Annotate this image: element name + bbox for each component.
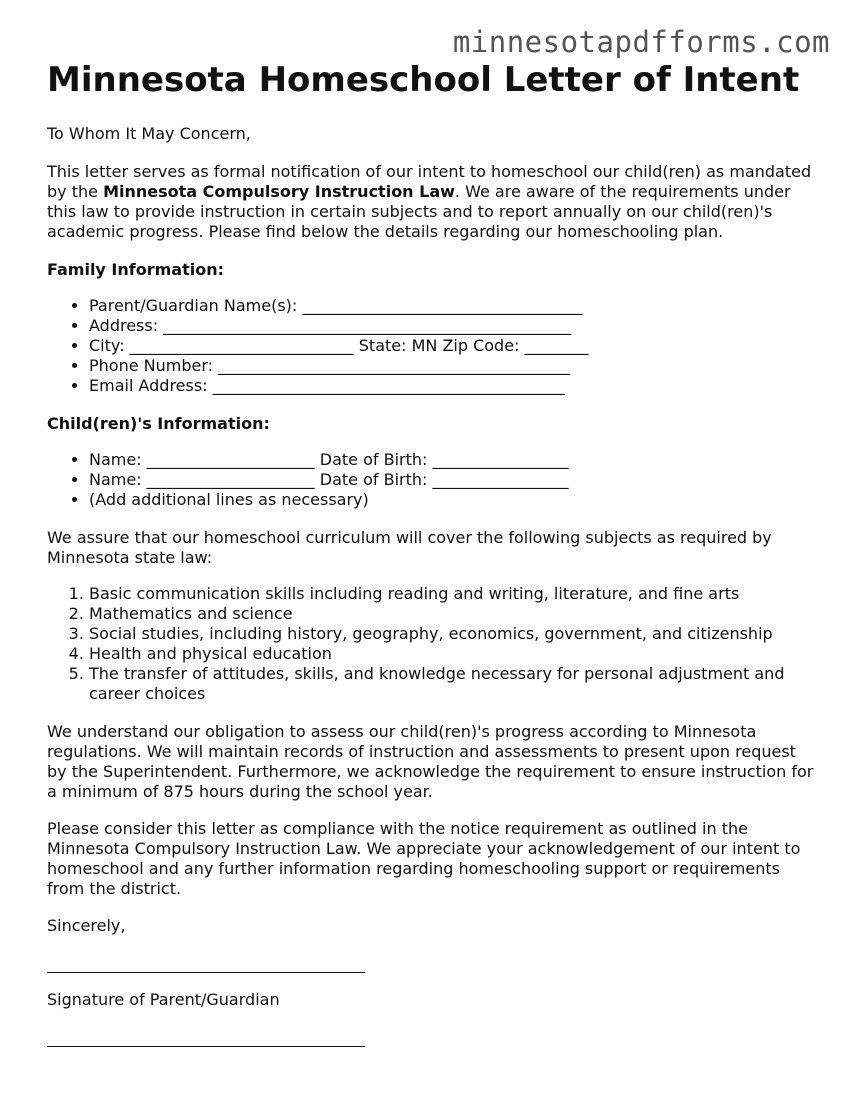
list-item: • Name: _____________________ Date of Birth: _________________ <box>89 470 817 490</box>
list-item: • Email Address: ____________________________________________ <box>89 376 817 396</box>
list-item: 4. Health and physical education <box>89 644 817 664</box>
family-info-list <box>47 296 817 396</box>
watermark: minnesotapdfforms.com <box>452 25 830 59</box>
list-item: 3. Social studies, including history, geography, economics, government, and citizenship <box>89 624 817 644</box>
compliance-paragraph: Please consider this letter as compliance with the notice requirement as outlined in the Minnesota Compulsory Instruction Law. We appreciate your acknowledgement of our intent to homeschool and any further information regarding homeschooling support or requirements from the district. <box>47 819 801 898</box>
list-item: • Address: ___________________________________________________ <box>89 316 817 336</box>
date-line <box>47 1030 365 1047</box>
list-item: 1. Basic communication skills including reading and writing, literature, and fine arts <box>89 584 817 604</box>
letter-page <box>47 60 817 1047</box>
salutation: To Whom It May Concern, <box>47 124 251 143</box>
subjects-intro: We assure that our homeschool curriculum will cover the following subjects as required by Minnesota state law: <box>47 528 772 567</box>
list-item: • City: ____________________________ State: MN Zip Code: ________ <box>89 336 817 356</box>
closing: Sincerely, <box>47 916 126 935</box>
list-item: • Phone Number: ____________________________________________ <box>89 356 817 376</box>
intro-text-before: This letter serves as formal notification of our intent to homeschool our child(ren) as mandated by the <box>47 162 812 201</box>
list-item: • Name: _____________________ Date of Birth: _________________ <box>89 450 817 470</box>
list-item: • Parent/Guardian Name(s): ___________________________________ <box>89 296 817 316</box>
intro-paragraph <box>47 162 817 242</box>
children-heading: Child(ren)'s Information: <box>47 414 270 433</box>
children-info-list <box>47 450 817 510</box>
list-item: 5. The transfer of attitudes, skills, and knowledge necessary for personal adjustment and career choices <box>89 664 817 704</box>
list-item: 2. Mathematics and science <box>89 604 817 624</box>
intro-text-after: . We are aware of the requirements under this law to provide instruction in certain subjects and to report annually on our child(ren)'s academic progress. Please find below the details regarding our homeschooling plan. <box>47 182 791 241</box>
law-name: Minnesota Compulsory Instruction Law <box>103 182 455 201</box>
list-item: • (Add additional lines as necessary) <box>89 490 817 510</box>
subjects-list <box>47 584 817 704</box>
page-title: Minnesota Homeschool Letter of Intent <box>47 60 800 100</box>
family-heading: Family Information: <box>47 260 224 279</box>
obligation-paragraph: We understand our obligation to assess our child(ren)'s progress according to Minnesota regulations. We will maintain records of instruction and assessments to present upon request by the Superintendent. Furthermore, we acknowledge the requirement to ensure instruction for a minimum of 875 hours during the school year. <box>47 722 814 801</box>
signature-label: Signature of Parent/Guardian <box>47 990 280 1009</box>
signature-line <box>47 956 365 973</box>
